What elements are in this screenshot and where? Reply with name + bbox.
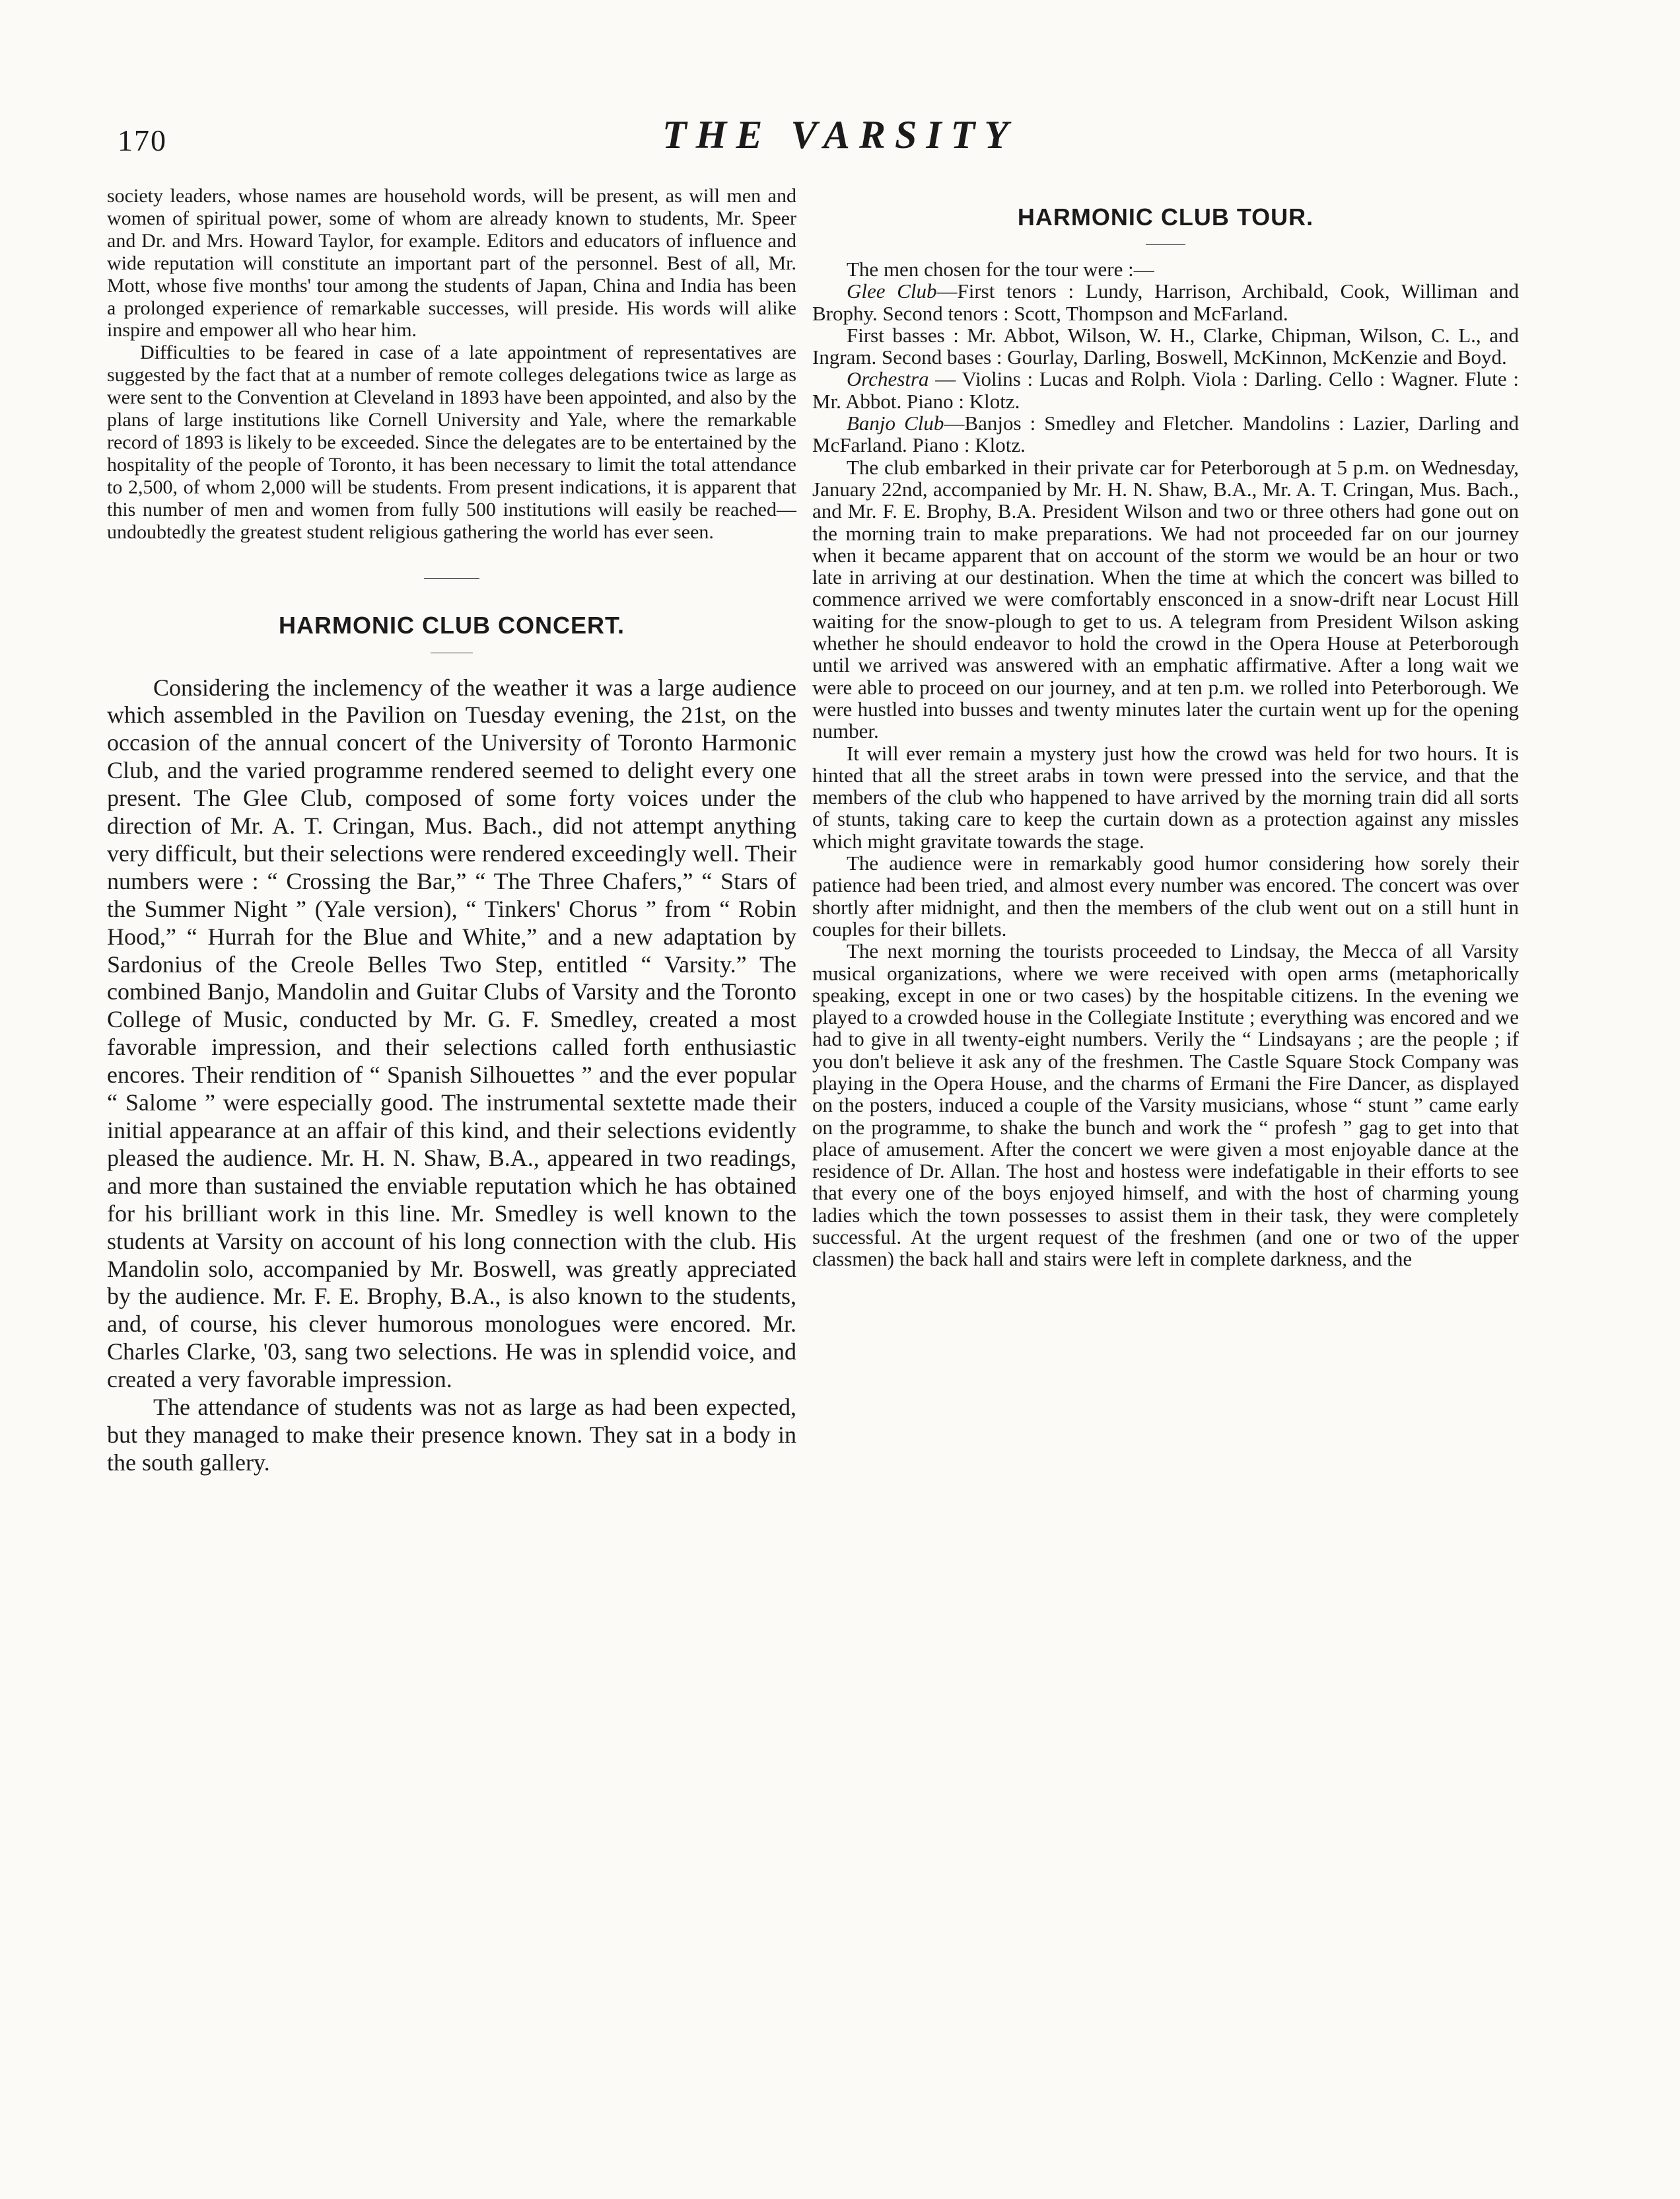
page-number: 170	[118, 124, 167, 157]
article-paragraph: Difficulties to be feared in case of a late appointment of representatives are suggested by the fact that at a number of remote colleges delegations twice as large as were sent to the Convention at Cleveland in 1893 have been appointed, and also by the plans of large institutions like Cornell University and Yale, where the remarkable record of 1893 is likely to be exceeded. Since the delegates are to be entertained by the hospitality of the people of Toronto, it has been necessary to limit the total attendance to 2,500, of whom 2,000 will be students. From present indications, it is apparent that this number of men and women from fully 500 institutions will easily be reached—undoubtedly the greatest student religious gathering the world has ever seen.	[107, 342, 796, 543]
heading-rule	[1146, 244, 1185, 245]
convention-article	[107, 185, 796, 544]
concert-heading: HARMONIC CLUB CONCERT.	[279, 611, 625, 639]
right-column	[812, 192, 1519, 1270]
left-column	[107, 185, 796, 1477]
banjo-club-text: —Banjos : Smedley and Fletcher. Mandolins : Lazier, Darling and McFarland. Piano : Klotz.	[812, 412, 1519, 457]
article-paragraph: The next morning the tourists proceeded to Lindsay, the Mecca of all Varsity musical organizations, where we were received with open arms (metaphorically speaking, except in one or two cases) by the hospitable citizens. In the evening we played to a crowded house in the Collegiate Institute ; everything was encored and we had to give in all twenty-eight numbers. Verily the “ Lindsayans ; are the people ; if you don't believe it ask any of the freshmen. The Castle Square Stock Company was playing in the Opera House, and the charms of Ermani the Fire Dancer, as displayed on the posters, induced a couple of the Varsity musicians, whose “ stunt ” came early on the programme, to shake the bunch and work the “ profesh ” gag to get into that place of amusement. After the concert we were given a most enjoyable dance at the residence of Dr. Allan. The host and hostess were indefatigable in their efforts to see that every one of the boys enjoyed himself, and with the host of charming young ladies which the town possesses to assist them in their task, they were completely successful. At the urgent request of the freshmen (and one or two of the upper classmen) the back hall and stairs were left in complete darkness, and the	[812, 939, 1519, 1271]
article-paragraph: society leaders, whose names are household words, will be present, as will men and women of spiritual power, some of whom are already known to students, Mr. Speer and Dr. and Mrs. Howard Taylor, for example. Editors and educators of influence and wide reputation will constitute an important part of the personnel. Best of all, Mr. Mott, whose five months' tour among the students of Japan, China and India has been a prolonged experience of remarkable successes, will preside. His words will alike inspire and empower all who hear him.	[107, 185, 796, 342]
concert-article	[107, 674, 796, 1477]
article-paragraph: The club embarked in their private car for Peterborough at 5 p.m. on Wednesday, January 22nd, accompanied by Mr. H. N. Shaw, B.A., Mr. A. T. Cringan, Mus. Bach., and Mr. F. E. Brophy, B.A. President Wilson and two or three others had gone out on the morning train to make preparations. We had not proceeded far on our journey when it became apparent that on account of the storm we would be an hour or two late in arriving at our destination. When the time at which the concert was billed to commence arrived we were comfortably ensconced in a snow-drift near Locust Hill waiting for the snow-plough to get to us. A telegram from President Wilson asking whether he should endeavor to hold the crowd in the Opera House at Peterborough until we arrived was answered with an emphatic affirmative. After a long wait we were able to proceed on our journey, and at ten p.m. we rolled into Peterborough. We were hustled into busses and twenty minutes later the curtain went up for the opening number.	[812, 455, 1519, 743]
basses-roster: First basses : Mr. Abbot, Wilson, W. H., Clarke, Chipman, Wilson, C. L., and Ingram. Second bases : Gourlay, Darling, Boswell, McKinnon, McKenzie and Boyd.	[812, 323, 1519, 369]
banjo-club-roster	[812, 412, 1519, 456]
article-paragraph: The attendance of students was not as large as had been expected, but they managed to make their presence known. They sat in a body in the south gallery.	[107, 1394, 796, 1476]
orchestra-roster	[812, 368, 1519, 412]
glee-club-roster	[812, 280, 1519, 324]
orchestra-text: — Violins : Lucas and Rolph. Viola : Darling. Cello : Wagner. Flute : Mr. Abbot. Piano : Klotz.	[812, 367, 1519, 413]
tour-intro: The men chosen for the tour were :—	[847, 258, 1154, 281]
tour-article	[812, 258, 1519, 1270]
section-divider	[424, 578, 479, 579]
orchestra-label: Orchestra	[847, 367, 929, 391]
glee-club-label: Glee Club	[847, 279, 937, 303]
glee-club-text: —First tenors : Lundy, Harrison, Archibald, Cook, Williman and Brophy. Second tenors : Scott, Thompson and McFarland.	[812, 279, 1519, 325]
article-paragraph: Considering the inclemency of the weather it was a large audience which assembled in the Pavilion on Tuesday evening, the 21st, on the occasion of the annual concert of the University of Toronto Harmonic Club, and the varied programme rendered seemed to delight every one present. The Glee Club, composed of some forty voices under the direction of Mr. A. T. Cringan, Mus. Bach., did not attempt anything very difficult, but their selections were rendered exceedingly well. Their numbers were : “ Crossing the Bar,” “ The Three Chafers,” “ Stars of the Summer Night ” (Yale version), “ Tinkers' Chorus ” from “ Robin Hood,” “ Hurrah for the Blue and White,” and a new adaptation by Sardonius of the Creole Belles Two Step, entitled “ Varsity.” The combined Banjo, Mandolin and Guitar Clubs of Varsity and the Toronto College of Music, conducted by Mr. G. F. Smedley, created a most favorable impression, and their selections called forth enthusiastic encores. Their rendition of “ Spanish Silhouettes ” and the ever popular “ Salome ” were especially good. The instrumental sextette made their initial appearance at an affair of this kind, and their selections evidently pleased the audience. Mr. H. N. Shaw, B.A., appeared in two readings, and more than sustained the enviable reputation which he has obtained for his brilliant work in this line. Mr. Smedley is well known to the students at Varsity on account of his long connection with the club. His Mandolin solo, accompanied by Mr. Boswell, was greatly appreciated by the audience. Mr. F. E. Brophy, B.A., is also known to the students, and, of course, his clever humorous monologues were encored. Mr. Charles Clarke, '03, sang two selections. He was in splendid voice, and created a very favorable impression.	[107, 674, 796, 1393]
article-paragraph: It will ever remain a mystery just how the crowd was held for two hours. It is hinted that all the street arabs in town were pressed into the service, and that the members of the club who happened to have arrived by the morning train did all sorts of stunts, taking care to keep the curtain down as a protection against any missles which might gravitate towards the stage.	[812, 741, 1519, 853]
tour-heading: HARMONIC CLUB TOUR.	[1017, 203, 1314, 231]
banjo-club-label: Banjo Club	[847, 412, 944, 435]
journal-title: THE VARSITY	[662, 113, 1018, 157]
article-paragraph: The audience were in remarkably good humor considering how sorely their patience had been tried, and almost every number was encored. The concert was over shortly after midnight, and then the members of the club went out on a still hunt in couples for their billets.	[812, 851, 1519, 941]
